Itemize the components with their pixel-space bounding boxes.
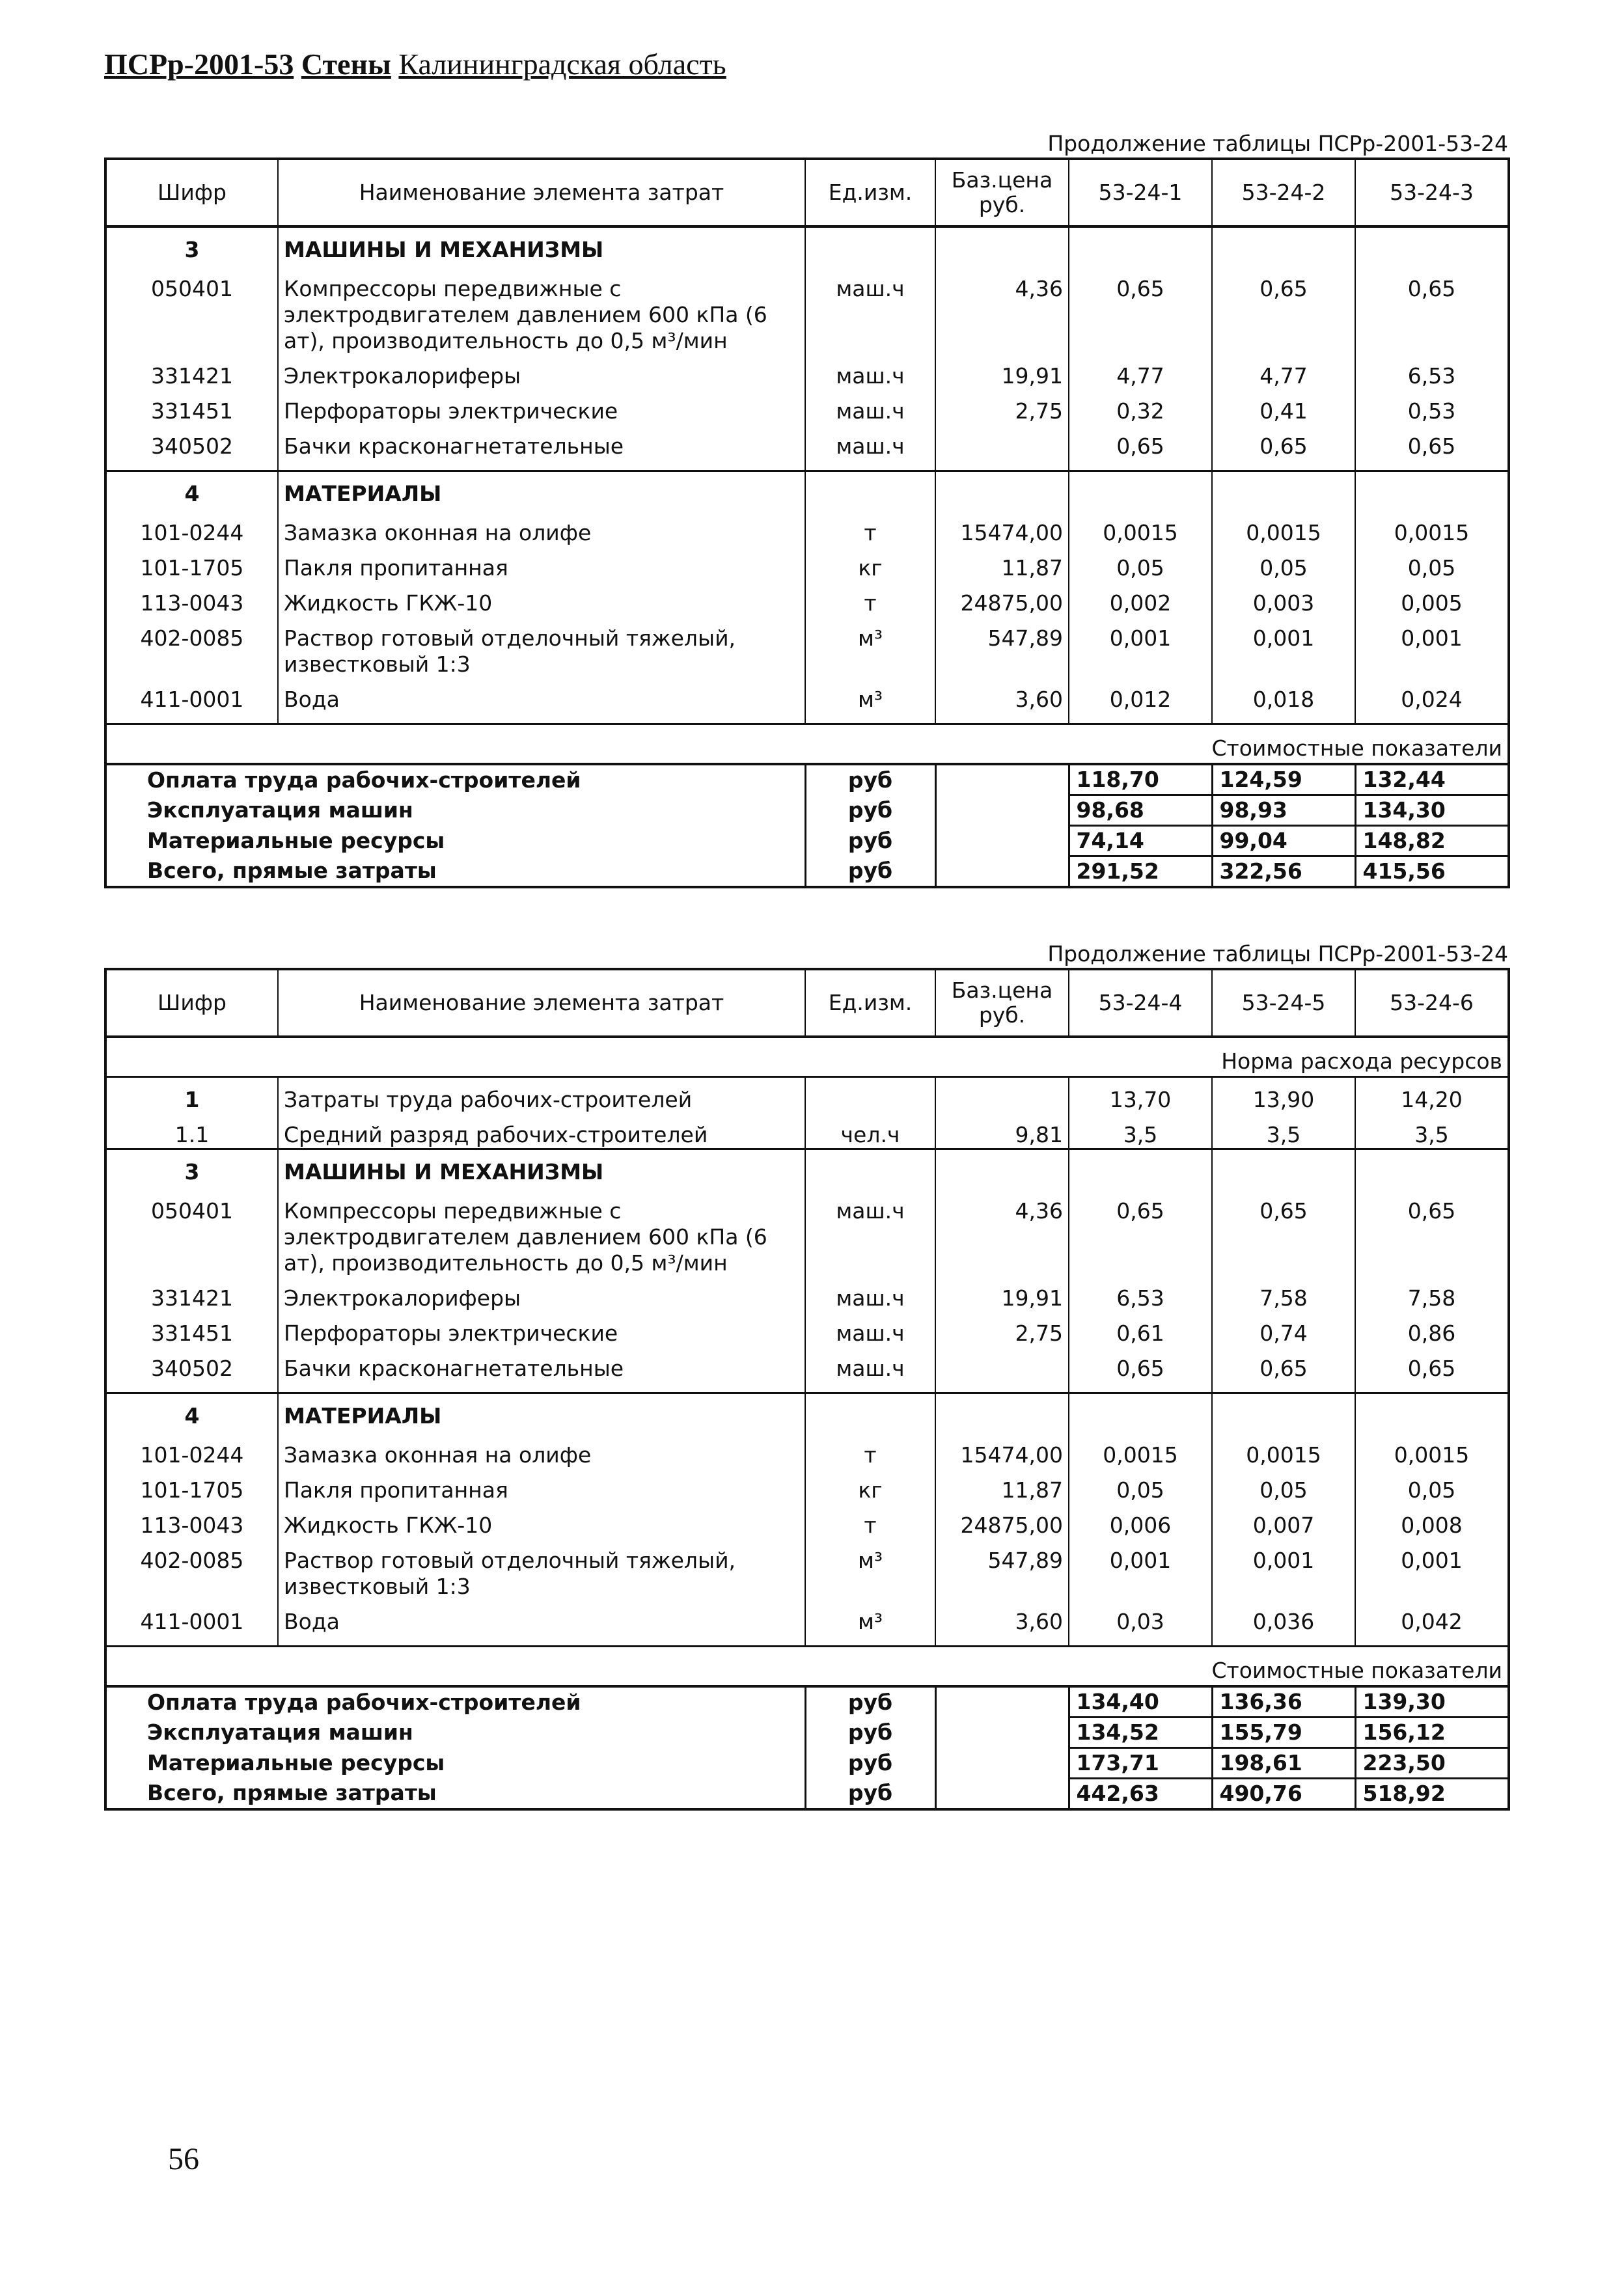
row-value: 0,006 xyxy=(1069,1503,1212,1539)
row-value: 6,53 xyxy=(1069,1276,1212,1311)
cost-value: 118,70 xyxy=(1069,764,1212,795)
row-price: 15474,00 xyxy=(935,1433,1069,1468)
column-header: 53-24-4 xyxy=(1069,969,1212,1037)
cost-caption-row xyxy=(105,724,1509,765)
column-header: Наименование элемента затрат xyxy=(278,159,805,226)
empty-cell xyxy=(1355,1393,1509,1434)
empty-cell xyxy=(935,1686,1069,1718)
empty-cell xyxy=(1212,226,1355,267)
section-number: 4 xyxy=(105,471,278,512)
cost-row xyxy=(105,764,1509,795)
cost-row xyxy=(105,826,1509,856)
row-value: 0,0015 xyxy=(1212,511,1355,546)
row-value: 0,61 xyxy=(1069,1311,1212,1347)
row-value: 0,65 xyxy=(1212,1347,1355,1393)
page-number: 56 xyxy=(168,2142,199,2176)
resource-row xyxy=(105,1600,1509,1647)
row-value: 0,0015 xyxy=(1212,1433,1355,1468)
row-unit: т xyxy=(805,581,935,616)
cost-caption-row xyxy=(105,1647,1509,1687)
row-value: 0,001 xyxy=(1069,1539,1212,1600)
empty-cell xyxy=(805,471,935,512)
empty-cell xyxy=(935,1393,1069,1434)
row-unit: м³ xyxy=(805,1600,935,1647)
row-unit: м³ xyxy=(805,1539,935,1600)
section-row xyxy=(105,471,1509,512)
resource-row xyxy=(105,678,1509,724)
row-unit: м³ xyxy=(805,678,935,724)
header-topic: Стены xyxy=(301,48,391,81)
cost-unit: руб xyxy=(805,764,935,795)
cost-unit: руб xyxy=(805,856,935,888)
row-price: 24875,00 xyxy=(935,581,1069,616)
row-code: 101-0244 xyxy=(105,511,278,546)
row-value: 0,007 xyxy=(1212,1503,1355,1539)
row-value: 0,001 xyxy=(1212,1539,1355,1600)
row-price: 19,91 xyxy=(935,1276,1069,1311)
row-unit: маш.ч xyxy=(805,1276,935,1311)
row-value: 7,58 xyxy=(1212,1276,1355,1311)
row-value: 0,65 xyxy=(1069,1347,1212,1393)
row-code: 402-0085 xyxy=(105,616,278,678)
empty-cell xyxy=(1212,1149,1355,1190)
row-name: Жидкость ГКЖ-10 xyxy=(278,581,805,616)
row-value: 0,001 xyxy=(1069,616,1212,678)
row-unit: маш.ч xyxy=(805,1189,935,1276)
cost-value: 518,92 xyxy=(1355,1779,1509,1810)
cost-value: 136,36 xyxy=(1212,1686,1355,1718)
resource-table-1 xyxy=(104,157,1507,888)
row-name: Компрессоры передвижные с электродвигателем давлением 600 кПа (6 ат), производительность до 0,5 м³/мин xyxy=(278,267,805,354)
row-name: Затраты труда рабочих-строителей xyxy=(278,1077,805,1114)
column-header: 53-24-2 xyxy=(1212,159,1355,226)
cost-caption: Стоимостные показатели xyxy=(105,724,1509,765)
row-price: 3,60 xyxy=(935,1600,1069,1647)
empty-cell xyxy=(1355,226,1509,267)
row-price: 3,60 xyxy=(935,678,1069,724)
row-code: 1.1 xyxy=(105,1113,278,1149)
empty-cell xyxy=(1069,471,1212,512)
cost-row xyxy=(105,1686,1509,1718)
row-value: 3,5 xyxy=(1212,1113,1355,1149)
row-name: Замазка оконная на олифе xyxy=(278,511,805,546)
row-name: Перфораторы электрические xyxy=(278,389,805,424)
row-name: Вода xyxy=(278,1600,805,1647)
empty-cell xyxy=(1069,1149,1212,1190)
row-value: 0,65 xyxy=(1069,267,1212,354)
cost-value: 173,71 xyxy=(1069,1748,1212,1779)
row-unit: маш.ч xyxy=(805,1347,935,1393)
row-name: Замазка оконная на олифе xyxy=(278,1433,805,1468)
cost-value: 124,59 xyxy=(1212,764,1355,795)
empty-cell xyxy=(1212,471,1355,512)
cost-value: 134,30 xyxy=(1355,795,1509,826)
resource-row xyxy=(105,1433,1509,1468)
row-price xyxy=(935,1077,1069,1114)
row-code: 113-0043 xyxy=(105,581,278,616)
cost-value: 442,63 xyxy=(1069,1779,1212,1810)
row-unit: чел.ч xyxy=(805,1113,935,1149)
resource-row xyxy=(105,1189,1509,1276)
row-value: 0,41 xyxy=(1212,389,1355,424)
row-name: Жидкость ГКЖ-10 xyxy=(278,1503,805,1539)
row-code: 050401 xyxy=(105,267,278,354)
column-header: Наименование элемента затрат xyxy=(278,969,805,1037)
row-value: 0,036 xyxy=(1212,1600,1355,1647)
row-value: 0,0015 xyxy=(1355,1433,1509,1468)
row-value: 0,65 xyxy=(1355,1347,1509,1393)
row-price: 4,36 xyxy=(935,1189,1069,1276)
row-code: 331421 xyxy=(105,1276,278,1311)
row-value: 0,05 xyxy=(1355,1468,1509,1503)
labor-row xyxy=(105,1113,1509,1149)
cost-unit: руб xyxy=(805,1686,935,1718)
row-code: 1 xyxy=(105,1077,278,1114)
row-code: 331451 xyxy=(105,389,278,424)
resource-row xyxy=(105,424,1509,471)
cost-value: 134,52 xyxy=(1069,1718,1212,1748)
row-value: 0,74 xyxy=(1212,1311,1355,1347)
row-value: 0,53 xyxy=(1355,389,1509,424)
resource-row xyxy=(105,1503,1509,1539)
row-code: 101-0244 xyxy=(105,1433,278,1468)
row-value: 14,20 xyxy=(1355,1077,1509,1114)
row-value: 4,77 xyxy=(1069,354,1212,389)
row-unit xyxy=(805,1077,935,1114)
data-table xyxy=(104,157,1510,888)
row-code: 331421 xyxy=(105,354,278,389)
row-price: 19,91 xyxy=(935,354,1069,389)
row-value: 0,024 xyxy=(1355,678,1509,724)
cost-value: 74,14 xyxy=(1069,826,1212,856)
cost-name: Оплата труда рабочих-строителей xyxy=(147,767,581,793)
empty-cell xyxy=(935,764,1069,795)
row-value: 0,65 xyxy=(1069,424,1212,471)
column-header: Баз.цена руб. xyxy=(935,969,1069,1037)
row-code: 411-0001 xyxy=(105,1600,278,1647)
empty-cell xyxy=(805,1393,935,1434)
row-name: Бачки красконагнетательные xyxy=(278,424,805,471)
column-header: 53-24-3 xyxy=(1355,159,1509,226)
resource-row xyxy=(105,1276,1509,1311)
row-unit: т xyxy=(805,1503,935,1539)
labor-row xyxy=(105,1077,1509,1114)
empty-cell xyxy=(935,1748,1069,1779)
cost-unit: руб xyxy=(805,826,935,856)
empty-cell xyxy=(935,1718,1069,1748)
row-value: 0,012 xyxy=(1069,678,1212,724)
cost-value: 148,82 xyxy=(1355,826,1509,856)
document-header xyxy=(104,47,726,81)
row-value: 0,008 xyxy=(1355,1503,1509,1539)
row-code: 101-1705 xyxy=(105,546,278,581)
cost-value: 490,76 xyxy=(1212,1779,1355,1810)
row-value: 0,65 xyxy=(1212,267,1355,354)
row-price: 547,89 xyxy=(935,616,1069,678)
resource-row xyxy=(105,389,1509,424)
cost-value: 322,56 xyxy=(1212,856,1355,888)
row-code: 101-1705 xyxy=(105,1468,278,1503)
row-name: Бачки красконагнетательные xyxy=(278,1347,805,1393)
resource-row xyxy=(105,546,1509,581)
row-price: 2,75 xyxy=(935,389,1069,424)
section-number: 3 xyxy=(105,1149,278,1190)
row-code: 050401 xyxy=(105,1189,278,1276)
row-code: 340502 xyxy=(105,424,278,471)
row-unit: кг xyxy=(805,1468,935,1503)
cost-value: 223,50 xyxy=(1355,1748,1509,1779)
section-row xyxy=(105,226,1509,267)
cost-value: 139,30 xyxy=(1355,1686,1509,1718)
cost-name: Эксплуатация машин xyxy=(147,1719,413,1745)
cost-value: 98,68 xyxy=(1069,795,1212,826)
row-unit: т xyxy=(805,1433,935,1468)
resource-row xyxy=(105,1468,1509,1503)
row-price xyxy=(935,1347,1069,1393)
row-value: 0,86 xyxy=(1355,1311,1509,1347)
row-unit: маш.ч xyxy=(805,354,935,389)
row-price: 24875,00 xyxy=(935,1503,1069,1539)
column-header: 53-24-1 xyxy=(1069,159,1212,226)
row-value: 0,042 xyxy=(1355,1600,1509,1647)
column-header: Шифр xyxy=(105,969,278,1037)
cost-row xyxy=(105,1779,1509,1810)
norm-caption-row xyxy=(105,1037,1509,1077)
row-value: 7,58 xyxy=(1355,1276,1509,1311)
row-unit: маш.ч xyxy=(805,389,935,424)
empty-cell xyxy=(935,826,1069,856)
section-row xyxy=(105,1149,1509,1190)
data-table xyxy=(104,968,1510,1811)
row-value: 0,018 xyxy=(1212,678,1355,724)
row-value: 0,005 xyxy=(1355,581,1509,616)
header-row xyxy=(105,969,1509,1037)
row-value: 0,05 xyxy=(1355,546,1509,581)
row-name: Средний разряд рабочих-строителей xyxy=(278,1113,805,1149)
empty-cell xyxy=(1212,1393,1355,1434)
row-value: 0,0015 xyxy=(1069,511,1212,546)
empty-cell xyxy=(1069,1393,1212,1434)
cost-value: 156,12 xyxy=(1355,1718,1509,1748)
empty-cell xyxy=(805,226,935,267)
row-unit: кг xyxy=(805,546,935,581)
section-title: МАШИНЫ И МЕХАНИЗМЫ xyxy=(278,1149,805,1190)
cost-row xyxy=(105,1718,1509,1748)
header-region: Калининградская область xyxy=(398,48,726,81)
row-price: 2,75 xyxy=(935,1311,1069,1347)
cost-value: 132,44 xyxy=(1355,764,1509,795)
cost-name: Материальные ресурсы xyxy=(147,1750,445,1775)
row-value: 0,0015 xyxy=(1069,1433,1212,1468)
cost-value: 155,79 xyxy=(1212,1718,1355,1748)
cost-caption: Стоимостные показатели xyxy=(105,1647,1509,1687)
row-code: 331451 xyxy=(105,1311,278,1347)
section-number: 4 xyxy=(105,1393,278,1434)
row-price: 547,89 xyxy=(935,1539,1069,1600)
header-code: ПСРр-2001-53 xyxy=(104,48,294,81)
row-name: Вода xyxy=(278,678,805,724)
resource-row xyxy=(105,354,1509,389)
cost-name: Всего, прямые затраты xyxy=(147,858,437,884)
row-value: 0,001 xyxy=(1212,616,1355,678)
section-title: МАШИНЫ И МЕХАНИЗМЫ xyxy=(278,226,805,267)
row-unit: т xyxy=(805,511,935,546)
cost-unit: руб xyxy=(805,1748,935,1779)
section-title: МАТЕРИАЛЫ xyxy=(278,1393,805,1434)
column-header: 53-24-6 xyxy=(1355,969,1509,1037)
row-value: 0,65 xyxy=(1355,424,1509,471)
cost-row xyxy=(105,1748,1509,1779)
row-price: 11,87 xyxy=(935,1468,1069,1503)
cost-unit: руб xyxy=(805,1779,935,1810)
empty-cell xyxy=(935,1779,1069,1810)
row-code: 411-0001 xyxy=(105,678,278,724)
cost-name: Эксплуатация машин xyxy=(147,797,413,823)
cost-value: 99,04 xyxy=(1212,826,1355,856)
row-unit: маш.ч xyxy=(805,267,935,354)
resource-row xyxy=(105,511,1509,546)
row-code: 113-0043 xyxy=(105,1503,278,1539)
row-value: 0,65 xyxy=(1069,1189,1212,1276)
row-name: Электрокалориферы xyxy=(278,1276,805,1311)
row-value: 4,77 xyxy=(1212,354,1355,389)
cost-row xyxy=(105,856,1509,888)
row-code: 340502 xyxy=(105,1347,278,1393)
row-name: Раствор готовый отделочный тяжелый, известковый 1:3 xyxy=(278,1539,805,1600)
resource-row xyxy=(105,581,1509,616)
row-value: 0,32 xyxy=(1069,389,1212,424)
continuation-caption-1: Продолжение таблицы ПСРр-2001-53-24 xyxy=(1047,131,1508,156)
empty-cell xyxy=(805,1149,935,1190)
row-name: Пакля пропитанная xyxy=(278,546,805,581)
empty-cell xyxy=(1355,471,1509,512)
row-value: 13,90 xyxy=(1212,1077,1355,1114)
row-value: 0,05 xyxy=(1069,546,1212,581)
row-value: 0,65 xyxy=(1355,267,1509,354)
row-value: 13,70 xyxy=(1069,1077,1212,1114)
empty-cell xyxy=(1069,226,1212,267)
row-value: 0,05 xyxy=(1069,1468,1212,1503)
empty-cell xyxy=(935,471,1069,512)
cost-value: 198,61 xyxy=(1212,1748,1355,1779)
row-value: 0,65 xyxy=(1212,1189,1355,1276)
resource-table-2 xyxy=(104,968,1507,1811)
cost-value: 415,56 xyxy=(1355,856,1509,888)
row-value: 0,0015 xyxy=(1355,511,1509,546)
row-value: 0,05 xyxy=(1212,1468,1355,1503)
row-name: Компрессоры передвижные с электродвигателем давлением 600 кПа (6 ат), производительность до 0,5 м³/мин xyxy=(278,1189,805,1276)
row-code: 402-0085 xyxy=(105,1539,278,1600)
section-number: 3 xyxy=(105,226,278,267)
row-value: 6,53 xyxy=(1355,354,1509,389)
empty-cell xyxy=(935,856,1069,888)
row-value: 0,05 xyxy=(1212,546,1355,581)
column-header: Баз.цена руб. xyxy=(935,159,1069,226)
row-unit: м³ xyxy=(805,616,935,678)
cost-unit: руб xyxy=(805,1718,935,1748)
empty-cell xyxy=(935,226,1069,267)
row-value: 3,5 xyxy=(1069,1113,1212,1149)
column-header: Ед.изм. xyxy=(805,969,935,1037)
row-price: 9,81 xyxy=(935,1113,1069,1149)
resource-row xyxy=(105,1539,1509,1600)
column-header: Ед.изм. xyxy=(805,159,935,226)
resource-row xyxy=(105,267,1509,354)
row-unit: маш.ч xyxy=(805,424,935,471)
row-value: 0,001 xyxy=(1355,1539,1509,1600)
row-name: Раствор готовый отделочный тяжелый, известковый 1:3 xyxy=(278,616,805,678)
cost-name: Материальные ресурсы xyxy=(147,828,445,853)
cost-name: Оплата труда рабочих-строителей xyxy=(147,1689,581,1715)
empty-cell xyxy=(935,1149,1069,1190)
row-name: Пакля пропитанная xyxy=(278,1468,805,1503)
cost-value: 98,93 xyxy=(1212,795,1355,826)
row-price: 11,87 xyxy=(935,546,1069,581)
row-price: 15474,00 xyxy=(935,511,1069,546)
row-price xyxy=(935,424,1069,471)
row-value: 0,003 xyxy=(1212,581,1355,616)
cost-row xyxy=(105,795,1509,826)
row-unit: маш.ч xyxy=(805,1311,935,1347)
row-value: 0,65 xyxy=(1212,424,1355,471)
cost-name: Всего, прямые затраты xyxy=(147,1780,437,1806)
resource-row xyxy=(105,1347,1509,1393)
empty-cell xyxy=(935,795,1069,826)
row-value: 0,65 xyxy=(1355,1189,1509,1276)
row-value: 0,001 xyxy=(1355,616,1509,678)
header-row xyxy=(105,159,1509,226)
empty-cell xyxy=(1355,1149,1509,1190)
row-name: Электрокалориферы xyxy=(278,354,805,389)
row-value: 3,5 xyxy=(1355,1113,1509,1149)
row-price: 4,36 xyxy=(935,267,1069,354)
continuation-caption-2: Продолжение таблицы ПСРр-2001-53-24 xyxy=(1047,941,1508,966)
row-value: 0,002 xyxy=(1069,581,1212,616)
norm-caption: Норма расхода ресурсов xyxy=(105,1037,1509,1077)
resource-row xyxy=(105,1311,1509,1347)
row-name: Перфораторы электрические xyxy=(278,1311,805,1347)
column-header: 53-24-5 xyxy=(1212,969,1355,1037)
cost-unit: руб xyxy=(805,795,935,826)
column-header: Шифр xyxy=(105,159,278,226)
resource-row xyxy=(105,616,1509,678)
cost-value: 134,40 xyxy=(1069,1686,1212,1718)
section-title: МАТЕРИАЛЫ xyxy=(278,471,805,512)
cost-value: 291,52 xyxy=(1069,856,1212,888)
row-value: 0,03 xyxy=(1069,1600,1212,1647)
section-row xyxy=(105,1393,1509,1434)
